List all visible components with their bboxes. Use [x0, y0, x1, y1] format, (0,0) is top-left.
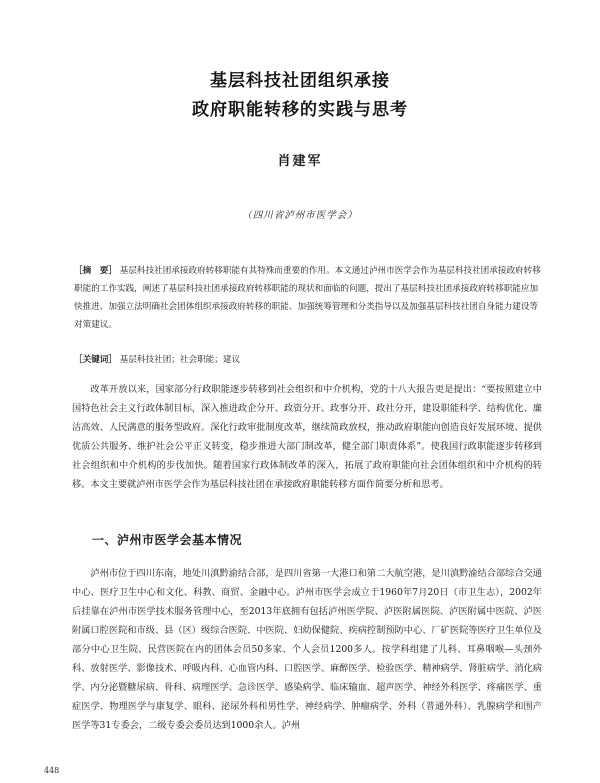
section-1-paragraph: 泸州市位于四川东南，地处川滇黔渝结合部，是四川省第一大港口和第二大航空港，是川滇黔渝结合部综合交通中心、医疗卫生中心和文化、科教、商贸、金融中心。泸州市医学会成立于1960年7月20日（市卫生志），2002年后挂靠在泸州市医学技术服务管理中心，至2013年底拥有包括泸州医学院、泸医附属医院、泸医附属中医院、泸医附属口腔医院和市级、县（区）级综合医院、中医院、妇幼保健院、疾病控制预防中心、厂矿医院等医疗卫生单位及部分中心卫生院、民营医院在内的团体会员50多家、个人会员1200多人。按学科组建了儿科、耳鼻咽喉—头颈外科、放射医学、影像技术、呼吸内科、心血管内科、口腔医学、麻醉医学、检验医学、精神病学、肾脏病学、消化病学、内分泌暨糖尿病、骨科、病理医学、急诊医学、感染病学、临床输血、超声医学、神经外科医学、疼痛医学、重症医学、物理医学与康复学、眼科、泌尿外科和男性学、神经病学、肿瘤病学、外科（普通外科）、乳腺病学和围产医学等31专委会，二级专委会委员达到1000余人。泸州: [72, 568, 542, 731]
intro-paragraph: 改革开放以来，国家部分行政职能逐步转移到社会组织和中介机构，党的十八大报告更是提出：“要按照建立中国特色社会主义行政体制目标，深入推进政企分开、政资分开、政事分开、政社分开，建设职能科学、结构优化、廉洁高效、人民满意的服务型政府。深化行政审批制度改革，继续简政放权，推动政府职能向创造良好发展环境、提供优质公共服务、维护社会公平正义转变，稳步推进大部门制改革，健全部门职责体系”。使我国行政职能逐步转移到社会组织和中介机构的步伐加快。随着国家行政体制改革的深入，拓展了政府职能向社会团体组织和中介机构的转移。本文主要就泸州市医学会作为基层科技社团在承接政府职能转移方面作简要分析和思考。: [72, 384, 542, 490]
author-affiliation: （四川省泸州市医学会）: [242, 210, 358, 221]
article-title-line-2: 政府职能转移的实践与思考: [192, 100, 408, 120]
article-title-line-1: 基层科技社团组织承接: [210, 71, 390, 91]
abstract-text: 基层科技社团承接政府转移职能有其特殊而重要的作用。本文通过泸州市医学会作为基层科技社团承接政府转移职能的工作实践，阐述了基层科技社团承接政府转移职能的现状和面临的问题，提出了基层科技社团承接政府转移职能应加快推进、加强立法明确社会团体组织承接政府转移的职能、加强统筹管理和分类指导以及加强基层科技社团自身能力建设等对策建议。: [74, 266, 541, 330]
keywords-block: [74, 352, 544, 368]
author-name: 肖建军: [277, 154, 323, 169]
abstract-label: ［摘 要］: [74, 266, 117, 276]
page-number: 448: [44, 766, 60, 775]
keywords-label: ［关键词］: [74, 355, 117, 365]
keywords-text: 基层科技社团；社会职能；建议: [119, 355, 241, 365]
section-heading-1: 一、泸州市医学会基本情况: [92, 533, 243, 547]
abstract-block: [74, 262, 544, 334]
